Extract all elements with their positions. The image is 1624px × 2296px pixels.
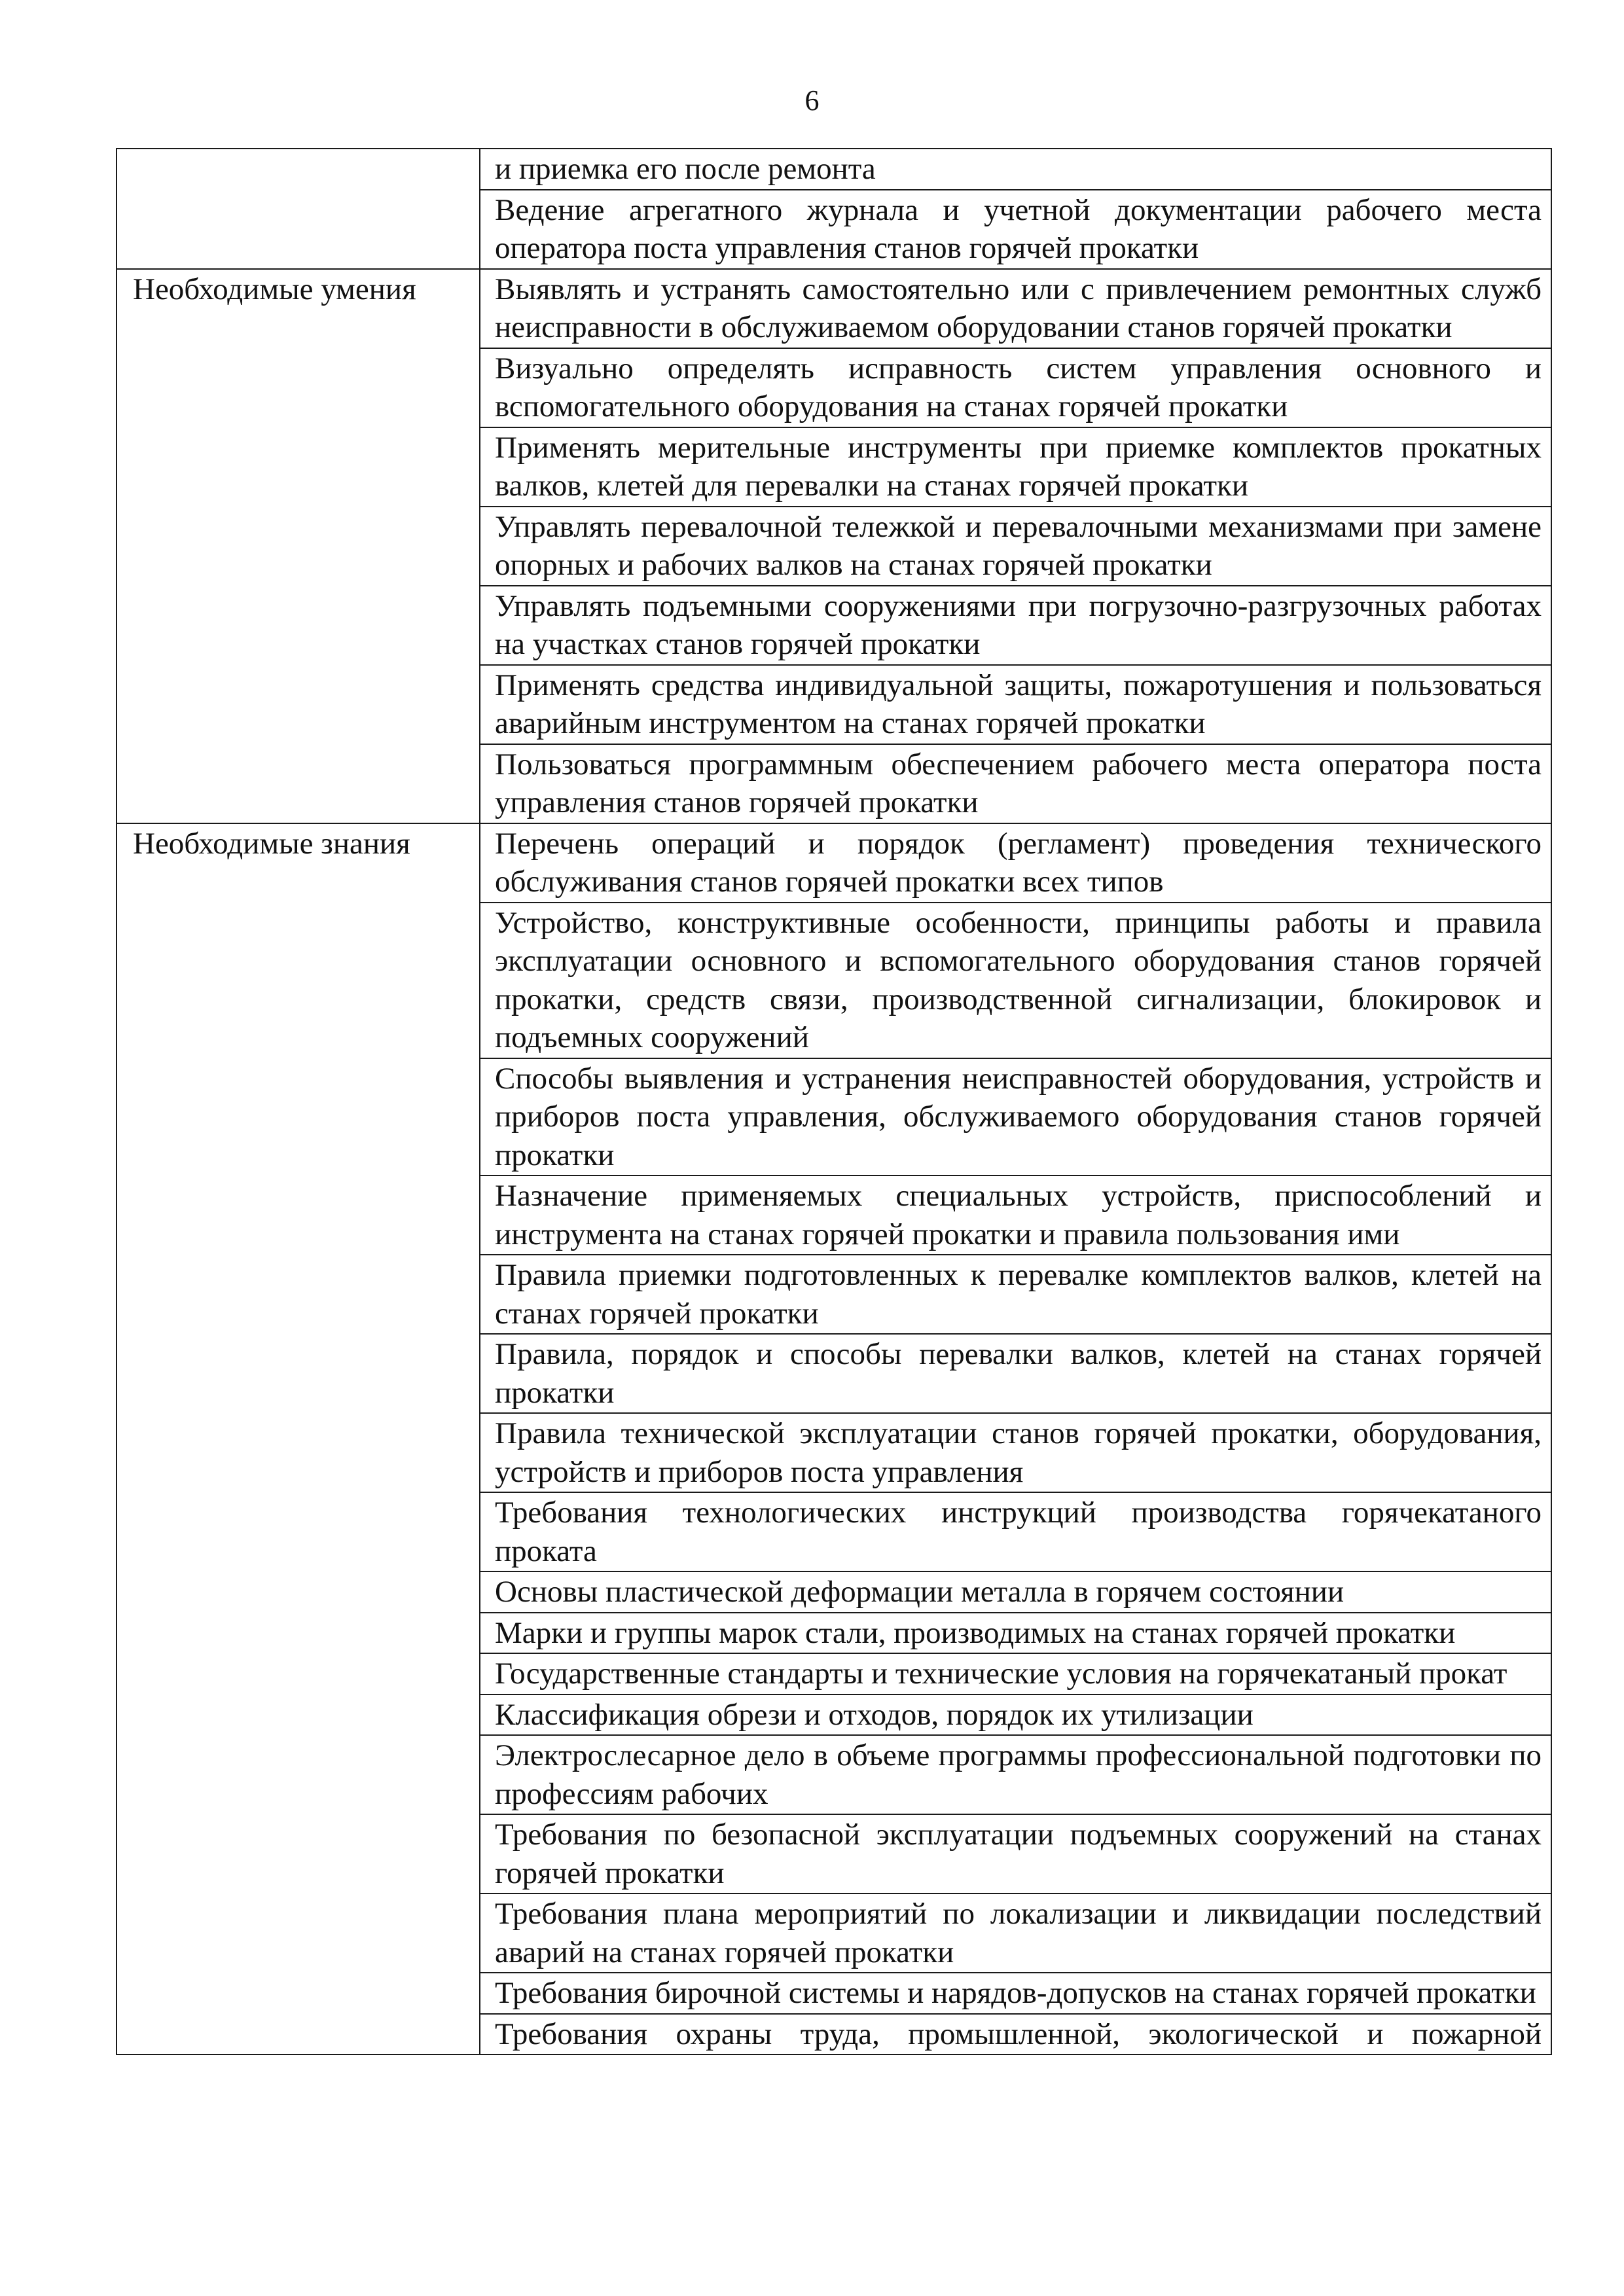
competency-table-body — [117, 149, 1551, 2054]
requirement-cell: Марки и группы марок стали, производимых на станах горячей прокатки — [480, 1613, 1551, 1654]
page-number: 6 — [804, 84, 820, 117]
competency-table — [116, 148, 1552, 2055]
requirement-cell: Способы выявления и устранения неисправностей оборудования, устройств и приборов поста управления, обслуживаемого оборудования станов горячей прокатки — [480, 1058, 1551, 1176]
requirement-cell: Правила приемки подготовленных к перевалке комплектов валков, клетей на станах горячей прокатки — [480, 1255, 1551, 1334]
requirement-cell: Государственные стандарты и технические условия на горячекатаный прокат — [480, 1653, 1551, 1695]
requirement-cell: Ведение агрегатного журнала и учетной документации рабочего места оператора поста управления станов горячей прокатки — [480, 190, 1551, 269]
requirement-cell: Правила, порядок и способы перевалки валков, клетей на станах горячей прокатки — [480, 1334, 1551, 1413]
table-row — [117, 269, 1551, 348]
requirement-cell: Выявлять и устранять самостоятельно или с привлечением ремонтных служб неисправности в обслуживаемом оборудовании станов горячей прокатки — [480, 269, 1551, 348]
requirement-cell: Перечень операций и порядок (регламент) проведения технического обслуживания станов горячей прокатки всех типов — [480, 823, 1551, 903]
requirement-cell: Применять средства индивидуальной защиты, пожаротушения и пользоваться аварийным инструментом на станах горячей прокатки — [480, 665, 1551, 744]
requirement-cell: Пользоваться программным обеспечением рабочего места оператора поста управления станов горячей прокатки — [480, 744, 1551, 823]
requirement-cell: Управлять перевалочной тележкой и перевалочными механизмами при замене опорных и рабочих валков на станах горячей прокатки — [480, 507, 1551, 586]
table-row — [117, 149, 1551, 190]
group-label-cell: Необходимые умения — [117, 269, 480, 823]
requirement-cell: Электрослесарное дело в объеме программы профессиональной подготовки по профессиям рабочих — [480, 1735, 1551, 1814]
requirement-cell: Требования плана мероприятий по локализации и ликвидации последствий аварий на станах горячей прокатки — [480, 1893, 1551, 1973]
requirement-cell: и приемка его после ремонта — [480, 149, 1551, 190]
requirement-cell: Управлять подъемными сооружениями при погрузочно-разгрузочных работах на участках станов горячей прокатки — [480, 586, 1551, 665]
requirement-cell: Основы пластической деформации металла в горячем состоянии — [480, 1571, 1551, 1613]
requirement-cell: Назначение применяемых специальных устройств, приспособлений и инструмента на станах горячей прокатки и правила пользования ими — [480, 1175, 1551, 1255]
requirement-cell: Применять мерительные инструменты при приемке комплектов прокатных валков, клетей для перевалки на станах горячей прокатки — [480, 427, 1551, 507]
group-label-cell: Необходимые знания — [117, 823, 480, 2055]
requirement-cell: Требования охраны труда, промышленной, экологической и пожарной — [480, 2014, 1551, 2055]
requirement-cell: Требования по безопасной эксплуатации подъемных сооружений на станах горячей прокатки — [480, 1814, 1551, 1893]
group-label-cell — [117, 149, 480, 269]
requirement-cell: Требования технологических инструкций производства горячекатаного проката — [480, 1492, 1551, 1571]
requirement-cell: Классификация обрези и отходов, порядок их утилизации — [480, 1695, 1551, 1736]
table-row — [117, 823, 1551, 903]
requirement-cell: Требования бирочной системы и нарядов-допусков на станах горячей прокатки — [480, 1973, 1551, 2014]
requirement-cell: Визуально определять исправность систем управления основного и вспомогательного оборудования на станах горячей прокатки — [480, 348, 1551, 427]
requirement-cell: Правила технической эксплуатации станов горячей прокатки, оборудования, устройств и приборов поста управления — [480, 1413, 1551, 1492]
requirement-cell: Устройство, конструктивные особенности, принципы работы и правила эксплуатации основного и вспомогательного оборудования станов горячей прокатки, средств связи, производственной сигнализации, блокировок и подъемных сооружений — [480, 903, 1551, 1058]
